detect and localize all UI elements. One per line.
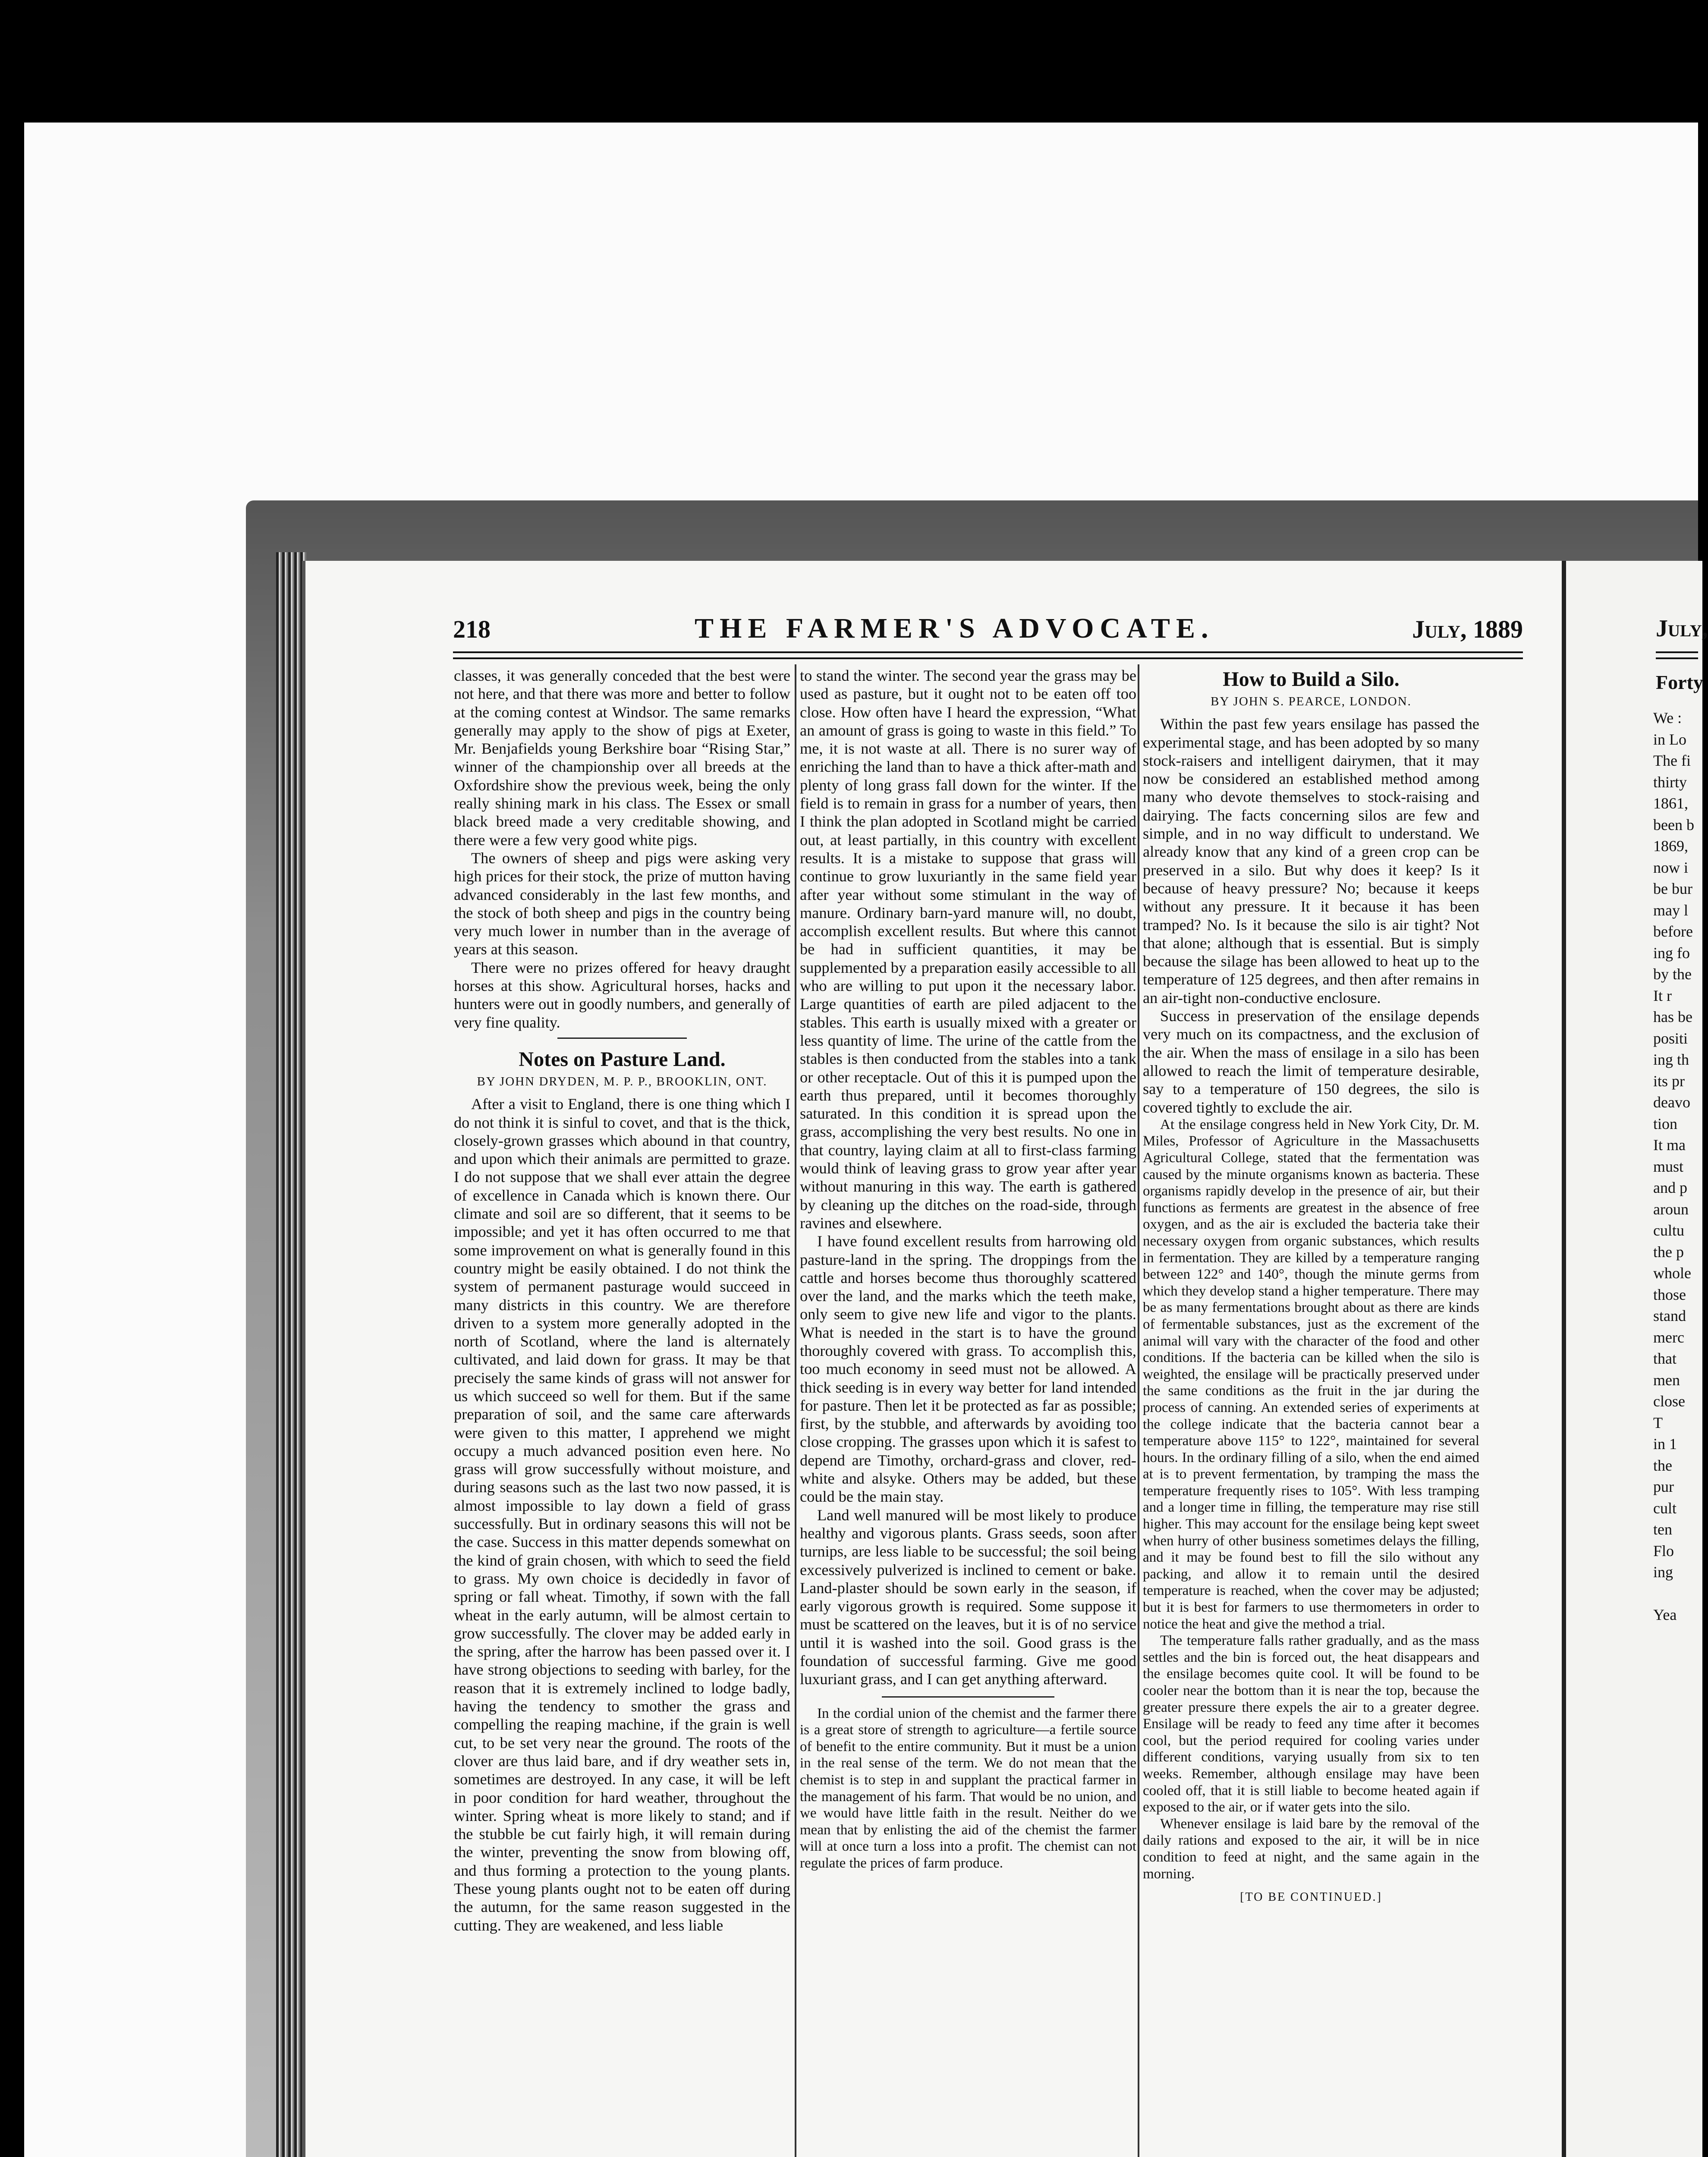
facing-page-line: by the [1653, 965, 1692, 983]
facing-page-line: stand [1653, 1307, 1686, 1324]
paragraph: After a visit to England, there is one thing which I do not think it is sinful to covet, and that is the thick, closely-grown grasses which abound in that country, and upon which their animals are permitted to graze. I do not suppose that we shall ever attain the degree of excellence in Canada which is known there. Our climate and soil are so different, that it seems to be impossible; and yet it has often occurred to me that some improvement on what is generally found in this country might be easily obtained. I do not think the system of permanent pasturage would succeed in many districts in this country. We are therefore driven to a system more generally adopted in the north of Scotland, where the land is alternately cultivated, and laid down for grass. It may be that precisely the same kinds of grass will not answer for us which succeed so well for them. But if the same preparation of soil, and the same care afterwards were given to this matter, I apprehend we might occupy a much advanced position even here. No grass will grow successfully without moisture, and during seasons such as the last two now passed, it is almost impossible to lay down a field of grass successfully. But in ordinary seasons this will not be the case. Success in this matter depends somewhat on the kind of grain chosen, with which to seed the field to grass. My own choice is decidedly in favor of spring or fall wheat. Timothy, if sown with the fall wheat in the early autumn, will be almost certain to grow successfully. The clover may be added early in the spring, after the harrow has been passed over it. I have strong objections to seeding with barley, for the reason that it is extremely inclined to lodge badly, having the tendency to smother the grass and compelling the reaping machine, if the grain is well cut, to be set very near the ground. The roots of the clover are thus laid bare, and if dry weather sets in, sometimes are destroyed. In any case, it will be left in poor condition for hard weather, throughout the winter. Spring wheat is more likely to stand; and if the stubble be cut fairly high, it will remain during the winter, preventing the snow from blowing off, and thus forming a protection to the young plants. These young plants ought not to be eaten off during the autumn, for the same reason suggested in the cutting. They are weakened, and less liable [454, 1095, 790, 1934]
column-3 [1143, 667, 1479, 1906]
facing-page-line: 1869, [1653, 837, 1688, 855]
paragraph: Success in preservation of the ensilage depends very much on its compactness, and the exclusion of the air. When the mass of ensilage in a silo has been allowed to reach the limit of temperature desirable, say to a temperature of 150 degrees, the silo is covered tightly to exclude the air. [1143, 1007, 1479, 1116]
facing-page-line: positi [1653, 1029, 1688, 1047]
facing-page-line: in Lo [1653, 730, 1686, 748]
facing-page-line: Yea [1653, 1606, 1677, 1623]
paragraph: The owners of sheep and pigs were asking very high prices for their stock, the prize of mutton having advanced considerably in the last few months, and the stock of both sheep and pigs in the country being very much lower in number than in the average of years at this season. [454, 849, 790, 958]
article-byline: BY JOHN S. PEARCE, LONDON. [1211, 695, 1412, 708]
facing-page-line: We : [1653, 709, 1682, 726]
column-2 [800, 667, 1136, 1872]
paragraph: to stand the winter. The second year the grass may be used as pasture, but it ought not to be eaten off too close. How often have I heard the expression, “What an amount of grass is going to waste in this field.” To me, it is not waste at all. There is no surer way of enriching the land than to have a thick after-math and plenty of long grass fall down for the winter. If the field is to remain in grass for a number of years, then I think the plan adopted in Scotland might be carried out, at least partially, in this country with excellent results. It is a mistake to suppose that grass will continue to grow luxuriantly in the same field year after year without some stimulant in the way of manure. Ordinary barn-yard manure will, no doubt, accomplish excellent results. But where this cannot be had in sufficient quantities, it may be supplemented by a preparation easily accessible to all who are willing to put upon it the necessary labor. Large quantities of earth are piled adjacent to the stables. This earth is usually mixed with a greater or less quantity of lime. The urine of the cattle from the stables is then conducted from the stables into a tank or other receptacle. Out of this it is pumped upon the earth thus prepared, until it becomes thoroughly saturated. In this condition it is spread upon the grass, accomplishing the very best results. No one in that country, laying claim at all to first-class farming would think of leaving grass to grow year after year without manuring in this way. The earth is gathered by cleaning up the ditches on the road-side, through ravines and elsewhere. [800, 667, 1136, 1232]
facing-page-line: ing th [1653, 1051, 1689, 1068]
facing-page-line: pur [1653, 1478, 1674, 1495]
facing-page-line: It r [1653, 987, 1672, 1004]
paragraph: I have found excellent results from harrowing old pasture-land in the spring. The droppings from the cattle and horses become thus thoroughly scattered over the land, and the marks which the teeth make, only seem to give new life and vigor to the plants. What is needed in the start is to have the ground thoroughly covered with grass. To accomplish this, too much economy in seed must not be allowed. A thick seeding is in every way better for land intended for pasture. Then let it be protected as far as possible; first, by the stubble, and afterwards by avoiding too close cropping. The grasses upon which it is safest to depend are Timothy, orchard-grass and clover, red-white and alsyke. Others may be added, but these could be the main stay. [800, 1233, 1136, 1506]
facing-page-line: now i [1653, 858, 1688, 876]
article-title: Notes on Pasture Land. [519, 1047, 726, 1071]
paragraph: classes, it was generally conceded that the best were not here, and that there was more and better to follow at the coming contest at Windsor. The same remarks generally may apply to the show of pigs at Exeter, Mr. Benjafields young Berkshire boar “Rising Star,” winner of the championship over all breeds at the Oxfordshire show the previous week, being the only really shining mark in his class. The Essex or small black breed made a very creditable showing, and there were a few very good white pigs. [454, 667, 790, 849]
facing-page-line: has be [1653, 1008, 1692, 1025]
facing-page-line: close [1653, 1393, 1685, 1410]
facing-page-line: men [1653, 1371, 1680, 1389]
facing-page-text [1653, 707, 1698, 1626]
section-separator [882, 1696, 1054, 1698]
facing-page-line: T [1653, 1414, 1663, 1431]
paragraph: Land well manured will be most likely to produce healthy and vigorous plants. Grass seeds, soon after turnips, are less liable to be successful; the soil being excessively pulverized is inclined to cement or bake. Land-plaster should be sown early in the season, if early vigorous growth is required. Some suppose it must be scattered on the leaves, but it is of no service until it is washed into the soil. Good grass is the foundation of successful farming. Give me good luxuriant grass, and I can get anything afterward. [800, 1506, 1136, 1688]
page-header [453, 615, 1523, 645]
facing-page-line: before [1653, 923, 1693, 940]
facing-page-line: be bur [1653, 880, 1692, 897]
paragraph: In the cordial union of the chemist and the farmer there is a great store of strength to agriculture—a fertile source of benefit to the entire community. But it must be a union in the real sense of the term. We do not mean that the chemist is to step in and supplant the practical farmer in the management of his farm. That would be no union, and we would have little faith in the result. Neither do we mean that by enlisting the aid of the chemist the farmer will at once turn a loss into a profit. The chemist can not regulate the prices of farm produce. [800, 1705, 1136, 1871]
facing-page-line: ten [1653, 1521, 1672, 1538]
facing-page-line: that [1653, 1350, 1677, 1367]
masthead-title: THE FARMER'S ADVOCATE. [695, 613, 1214, 644]
article-byline: BY JOHN DRYDEN, M. P. P., BROOKLIN, ONT. [477, 1074, 767, 1088]
facing-page-line: and p [1653, 1179, 1687, 1196]
facing-page-line: cultu [1653, 1222, 1684, 1239]
facing-page-line: may l [1653, 901, 1688, 919]
facing-page-line: Flo [1653, 1542, 1674, 1560]
to-be-continued: [TO BE CONTINUED.] [1240, 1890, 1382, 1904]
page-number: 218 [453, 615, 491, 643]
paragraph: The temperature falls rather gradually, and as the mass settles and the bin is forced out, the heat disappears and the ensilage becomes quite cool. It will be found to be cooler near the bottom than it is near the top, because the greater pressure there expels the air to a greater degree. Ensilage will be ready to feed any time after it becomes cool, but the period required for cooling varies under different conditions, varying usually from six to ten weeks. Remember, although ensilage may have been cooled off, that it is still liable to become heated again if exposed to the air, or if water gets into the silo. [1143, 1633, 1479, 1815]
facing-page-line: ing fo [1653, 944, 1690, 962]
header-rule [453, 651, 1523, 659]
facing-page-line: The fi [1653, 752, 1691, 769]
facing-page-line: It ma [1653, 1136, 1686, 1154]
facing-page-line: aroun [1653, 1200, 1689, 1218]
facing-page-line: 1861, [1653, 795, 1688, 812]
column-1 [454, 667, 790, 1934]
facing-page-line: in 1 [1653, 1435, 1677, 1453]
facing-page-line: ing [1653, 1563, 1673, 1581]
facing-page-line: must [1653, 1157, 1684, 1175]
paragraph: At the ensilage congress held in New York City, Dr. M. Miles, Professor of Agriculture in the Massachusetts Agricultural College, stated that the fermentation was caused by the minute organisms known as bacteria. These organisms rapidly develop in the presence of air, but their functions as ferments are greatest in the absence of free oxygen, and as the air is excluded the bacteria take their necessary oxygen from organic substances, which results in fermentation. They are killed by a temperature ranging between 122° and 140°, though the minute germs from which they develop stand a higher temperature. There may be as many fermentations brought about as there are kinds of fermentable substances, just as the excrement of the animal will vary with the character of the food and other conditions. If the bacteria can be killed when the silo is weighted, the ensilage will be practically preserved under the same conditions as the fruit in the jar during the process of canning. An extended series of experiments at the college indicate that the bacteria cannot bear a temperature above 115° to 122°, maintained for several hours. In the ordinary filling of a silo, when the end aimed at is to prevent fermentation, by tramping the mass the temperature frequently rises to 105°. With less tramping and a longer time in filling, the temperature may rise still higher. This may account for the ensilage being kept sweet when hurry of other business sometimes delays the filling, and it may be found best to fill the silo without any packing, and allow it to remain until the desired temperature is reached, when the cover may be adjusted; but it is best for farmers to use thermometers in order to notice the heat and give the method a trial. [1143, 1116, 1479, 1632]
section-separator [557, 1038, 687, 1039]
facing-page-line: deavo [1653, 1094, 1690, 1111]
facing-page-line: the p [1653, 1243, 1684, 1261]
facing-page-line: tion [1653, 1115, 1678, 1132]
column-divider [1138, 664, 1139, 2157]
column-divider [795, 664, 796, 2157]
paragraph: There were no prizes offered for heavy draught horses at this show. Agricultural horses, hacks and hunters were out in goodly numbers, and generally of very fine quality. [454, 959, 790, 1031]
paragraph: Within the past few years ensilage has passed the experimental stage, and has been adopted by so many stock-raisers and intelligent dairymen, that it may now be considered an established method among many who devote themselves to stock-raising and dairying. The facts concerning silos are few and simple, and in no way difficult to understand. We already know that any kind of a green crop can be preserved in a silo. But why does it keep? Is it because of heavy pressure? No; because it keeps without any pressure. It it because it has been tramped? No. Is it because the silo is air tight? Not that alone; although that is essential. But is simply because the silage has been allowed to heat up to the temperature of 125 degrees, and then after remains in an air-tight non-conductive enclosure. [1143, 715, 1479, 1006]
facing-page-line: cult [1653, 1499, 1677, 1517]
facing-page-line: the [1653, 1456, 1672, 1474]
facing-page-line: been b [1653, 816, 1694, 833]
facing-page-line: merc [1653, 1328, 1684, 1346]
facing-page-line: those [1653, 1286, 1686, 1303]
facing-page-title: Forty [1656, 671, 1703, 693]
facing-page-rule [1656, 651, 1698, 659]
facing-page-line: its pr [1653, 1072, 1685, 1090]
facing-page-header: July, [1656, 615, 1708, 642]
paragraph: Whenever ensilage is laid bare by the removal of the daily rations and exposed to the air, it will be in nice condition to feed at night, and the same again in the morning. [1143, 1816, 1479, 1882]
issue-date: July, 1889 [1412, 615, 1523, 643]
article-title: How to Build a Silo. [1223, 668, 1400, 691]
facing-page-line: whole [1653, 1264, 1691, 1282]
facing-page-line [1653, 1583, 1698, 1605]
facing-page-line: thirty [1653, 773, 1687, 791]
